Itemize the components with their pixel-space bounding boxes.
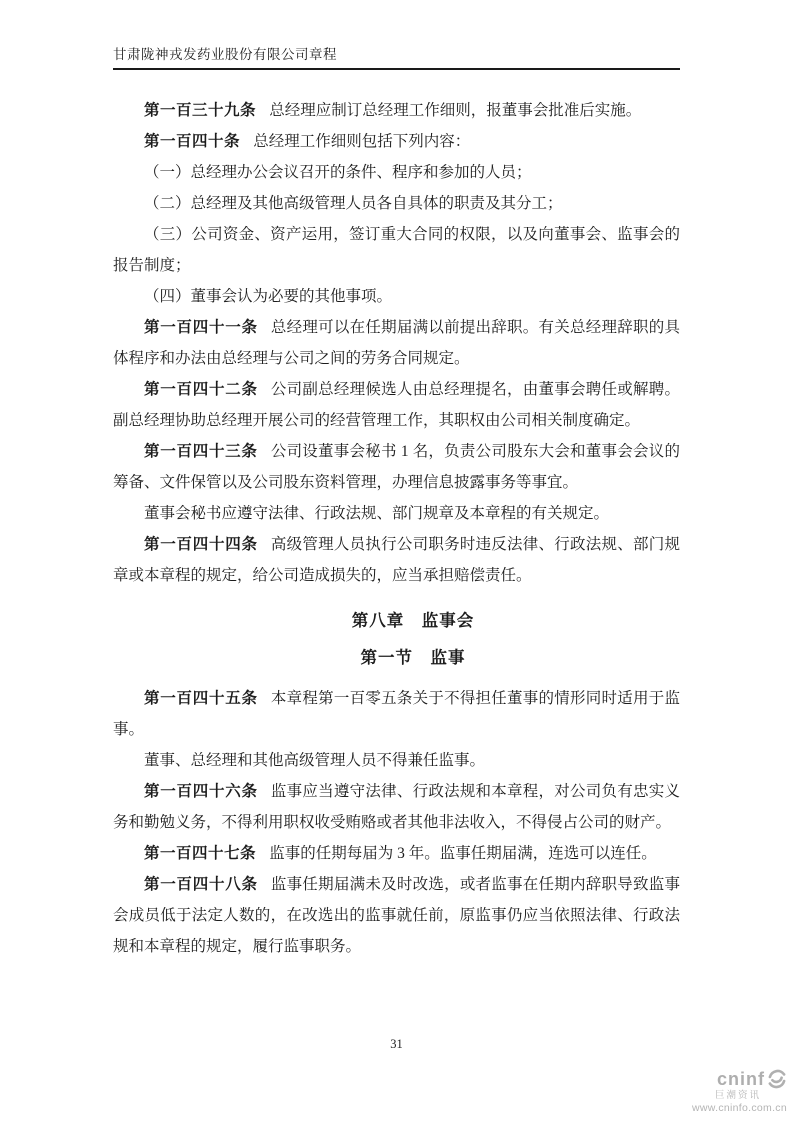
cninfo-caption: 巨潮资讯	[714, 1090, 761, 1101]
page-header	[113, 46, 680, 70]
header-title: 甘肃陇神戎发药业股份有限公司章程	[113, 47, 337, 62]
article-paragraph: 第一百四十四条 高级管理人员执行公司职务时违反法律、行政法规、部门规章或本章程的规定，给公司造成损失的，应当承担赔偿责任。	[113, 536, 680, 584]
article-paragraph: 第一百三十九条 总经理应制订总经理工作细则，报董事会批准后实施。	[144, 102, 642, 119]
cninfo-brand: cninf	[717, 1069, 765, 1089]
document-body	[113, 95, 680, 962]
section-heading: 第一节 监事	[360, 648, 466, 667]
article-paragraph: 第一百四十六条 监事应当遵守法律、行政法规和本章程，对公司负有忠实义务和勤勉义务，不得利用职权收受贿赂或者其他非法收入，不得侵占公司的财产。	[113, 783, 680, 831]
article-number: 第一百四十六条	[144, 783, 258, 800]
article-paragraph: 第一百四十一条 总经理可以在任期届满以前提出辞职。有关总经理辞职的具体程序和办法由总经理与公司之间的劳务合同规定。	[113, 319, 680, 367]
article-number: 第一百四十七条	[144, 845, 257, 862]
cninfo-url: www.cninfo.com.cn	[692, 1101, 787, 1114]
article-number: 第一百四十八条	[144, 876, 258, 893]
article-number: 第一百四十一条	[144, 319, 258, 336]
paragraph: 董事、总经理和其他高级管理人员不得兼任监事。	[144, 752, 486, 769]
article-paragraph: 第一百四十八条 监事任期届满未及时改选，或者监事在任期内辞职导致监事会成员低于法定人数的，在改选出的监事就任前，原监事仍应当依照法律、行政法规和本章程的规定，履行监事职务。	[113, 876, 680, 955]
paragraph: 董事会秘书应遵守法律、行政法规、部门规章及本章程的有关规定。	[144, 505, 610, 522]
article-number: 第一百四十条	[144, 133, 241, 150]
article-paragraph: 第一百四十二条 公司副总经理候选人由总经理提名，由董事会聘任或解聘。副总经理协助总经理开展公司的经营管理工作，其职权由公司相关制度确定。	[113, 381, 680, 429]
article-paragraph: 第一百四十五条 本章程第一百零五条关于不得担任董事的情形同时适用于监事。	[113, 690, 680, 738]
article-number: 第一百三十九条	[144, 102, 257, 119]
paragraph: （二）总经理及其他高级管理人员各自具体的职责及其分工；	[144, 195, 563, 212]
article-paragraph: 第一百四十条 总经理工作细则包括下列内容：	[144, 133, 471, 150]
article-paragraph: 第一百四十三条 公司设董事会秘书 1 名，负责公司股东大会和董事会会议的筹备、文件保管以及公司股东资料管理，办理信息披露事务等事宜。	[113, 443, 680, 491]
article-number: 第一百四十二条	[144, 381, 258, 398]
cninfo-logo	[692, 1069, 787, 1113]
page-number: 31	[390, 1037, 403, 1051]
chapter-heading: 第八章 监事会	[351, 611, 475, 630]
cninfo-globe-icon	[767, 1069, 787, 1089]
article-number: 第一百四十三条	[144, 443, 258, 460]
article-number: 第一百四十五条	[144, 690, 258, 707]
paragraph: （三）公司资金、资产运用，签订重大合同的权限，以及向董事会、监事会的报告制度；	[113, 226, 680, 274]
cninfo-brand-row	[692, 1069, 787, 1089]
article-paragraph: 第一百四十七条 监事的任期每届为 3 年。监事任期届满，连选可以连任。	[144, 845, 657, 862]
paragraph: （一）总经理办公会议召开的条件、程序和参加的人员；	[144, 164, 532, 181]
paragraph: （四）董事会认为必要的其他事项。	[144, 288, 393, 305]
article-number: 第一百四十四条	[144, 536, 258, 553]
